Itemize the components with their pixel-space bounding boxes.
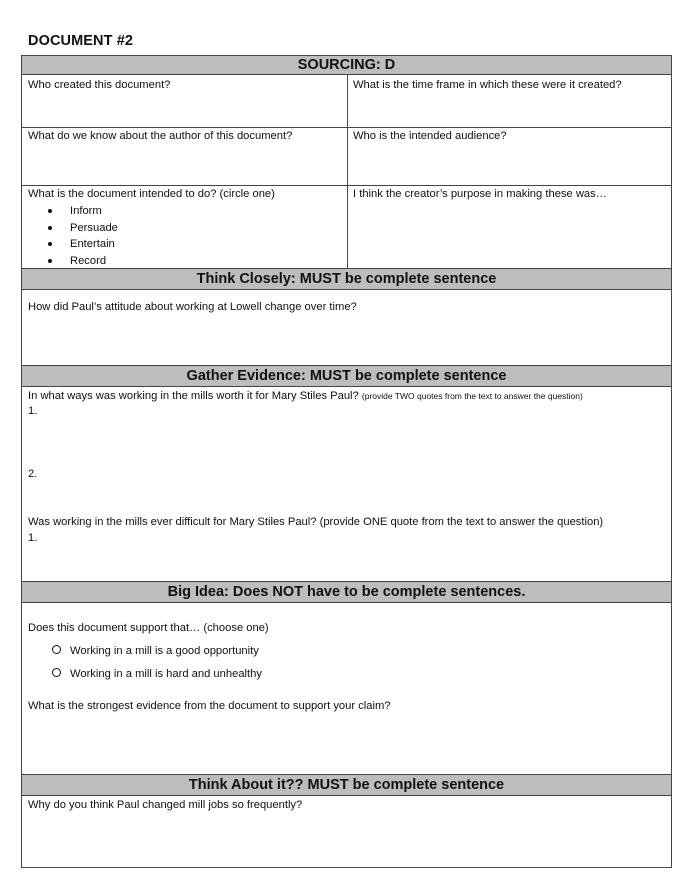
choice-label: Working in a mill is hard and unhealthy — [70, 668, 262, 680]
big-idea-header: Big Idea: Does NOT have to be complete sentences. — [22, 581, 671, 603]
sourcing-header: SOURCING: D — [22, 56, 671, 75]
question-worth-it: In what ways was working in the mills worth it for Mary Stiles Paul? (provide TWO quotes from the text to answer the question) — [28, 390, 583, 402]
row-divider — [22, 127, 671, 128]
bullet-icon — [48, 209, 52, 213]
think-about-header: Think About it?? MUST be complete sentence — [22, 774, 671, 796]
bullet-icon — [48, 242, 52, 246]
think-closely-header: Think Closely: MUST be complete sentence — [22, 268, 671, 290]
worksheet-table — [21, 55, 672, 868]
intent-option: Persuade — [70, 221, 118, 235]
question-audience: Who is the intended audience? — [353, 130, 507, 142]
bullet-icon — [48, 226, 52, 230]
document-title: DOCUMENT #2 — [28, 33, 134, 49]
question-time-frame: What is the time frame in which these were it created? — [353, 79, 622, 91]
question-attitude-change: How did Paul’s attitude about working at Lowell change over time? — [28, 301, 357, 313]
gather-evidence-header: Gather Evidence: MUST be complete sentence — [22, 365, 671, 387]
choice-label: Working in a mill is a good opportunity — [70, 645, 259, 657]
intent-option: Record — [70, 254, 106, 268]
bullet-icon — [48, 259, 52, 263]
intent-option: Inform — [70, 204, 102, 218]
radio-button[interactable] — [52, 668, 61, 677]
question-intent: What is the document intended to do? (circle one) — [28, 188, 275, 200]
question-strongest-evidence: What is the strongest evidence from the document to support your claim? — [28, 700, 391, 712]
intent-option: Entertain — [70, 237, 115, 251]
question-support-claim: Does this document support that… (choose one) — [28, 622, 269, 634]
quote-instruction: (provide TWO quotes from the text to answer the question) — [361, 391, 583, 401]
question-who-created: Who created this document? — [28, 79, 171, 91]
question-changed-jobs: Why do you think Paul changed mill jobs so frequently? — [28, 799, 303, 811]
answer-number: 1. — [28, 532, 38, 544]
sourcing-column-divider — [347, 74, 348, 268]
row-divider — [22, 185, 671, 186]
radio-button[interactable] — [52, 645, 61, 654]
question-difficult: Was working in the mills ever difficult for Mary Stiles Paul? (provide ONE quote from the text to answer the question) — [28, 516, 604, 528]
answer-number: 2. — [28, 468, 38, 480]
answer-number: 1. — [28, 405, 38, 417]
question-author: What do we know about the author of this document? — [28, 130, 293, 142]
question-purpose: I think the creator’s purpose in making these was… — [353, 188, 607, 200]
